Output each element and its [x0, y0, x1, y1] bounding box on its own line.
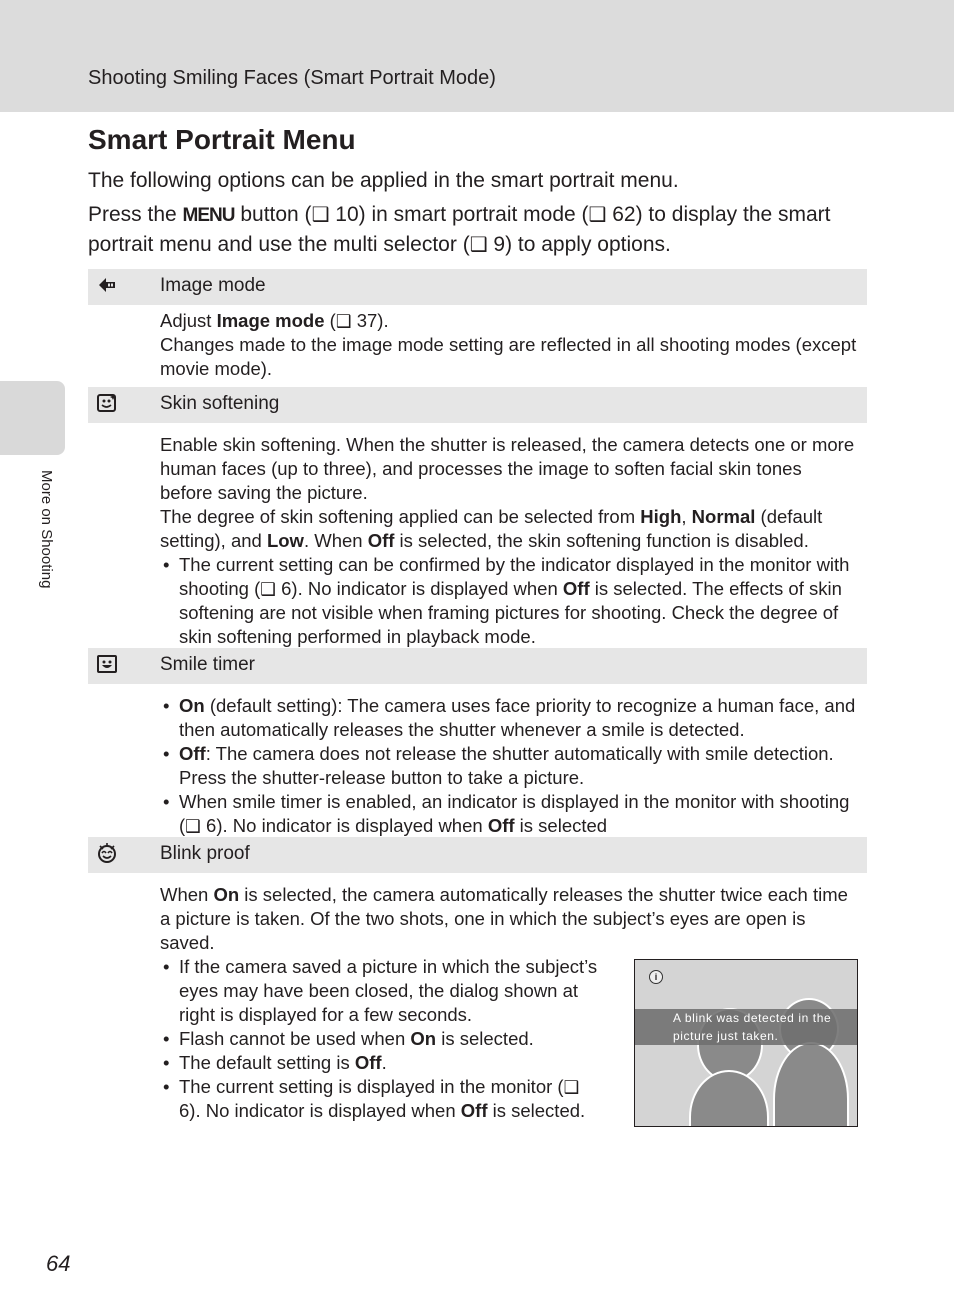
warning-icon: i — [649, 970, 663, 984]
book-icon: ❑ — [588, 204, 607, 226]
intro — [88, 166, 878, 265]
list-item: • The current setting is displayed in the monitor (❑ 6). No indicator is displayed when Off is selected. — [160, 1075, 600, 1123]
section-body — [88, 305, 867, 381]
section-header — [88, 837, 867, 873]
book-icon: ❑ — [335, 311, 352, 331]
intro-line-2: Press the MENU button (❑ 10) in smart portrait mode (❑ 62) to display the smart portrait menu and use the multi selector (❑ 9) to apply options. — [88, 200, 878, 260]
list-item: • When smile timer is enabled, an indicator is displayed in the monitor with shooting (❑ 6). No indicator is displayed when Off is selected — [160, 790, 857, 838]
blink-message: A blink was detected in the picture just taken. — [635, 1009, 857, 1045]
blink-proof-icon — [94, 842, 120, 871]
person-body-left — [689, 1070, 769, 1127]
bullet-list — [160, 694, 857, 838]
section-smile-timer — [88, 648, 867, 838]
book-icon: ❑ — [185, 816, 201, 836]
list-item: • Off: The camera does not release the shutter automatically with smile detection. Press the shutter-release button to take a picture. — [160, 742, 857, 790]
section-label: Blink proof — [160, 843, 250, 864]
section-header — [88, 269, 867, 305]
bullet-list — [160, 553, 857, 649]
blink-warning-illustration — [634, 959, 858, 1127]
running-header: Shooting Smiling Faces (Smart Portrait Mode) — [88, 67, 496, 89]
skin-softening-p1: Enable skin softening. When the shutter is released, the camera detects one or more human faces (up to three), and processes the image to soften facial skin tones before saving the picture. — [160, 434, 855, 503]
blink-proof-p: When On is selected, the camera automatically releases the shutter twice each time a picture is taken. Of the two shots, one in which the subject’s eyes are open is saved. — [160, 884, 848, 953]
image-mode-adjust: Adjust Image mode (❑ 37). — [160, 310, 389, 331]
list-item: • If the camera saved a picture in which the subject’s eyes may have been closed, the dialog shown at right is displayed for a few seconds. — [160, 955, 600, 1027]
book-icon: ❑ — [563, 1077, 580, 1097]
list-item: • On (default setting): The camera uses face priority to recognize a human face, and then automatically releases the shutter whenever a smile is detected. — [160, 694, 857, 742]
book-icon: ❑ — [260, 579, 276, 599]
section-skin-softening — [88, 387, 867, 649]
section-header — [88, 648, 867, 684]
section-image-mode — [88, 269, 867, 381]
section-body — [88, 423, 867, 649]
section-body — [88, 684, 867, 838]
section-label: Smile timer — [160, 654, 256, 675]
section-header — [88, 387, 867, 423]
image-mode-icon — [94, 274, 120, 303]
list-item: • The current setting can be confirmed by the indicator displayed in the monitor with shooting (❑ 6). No indicator is displayed when Off is selected. The effects of skin softening are not visible when framing pictures for shooting. Check the degree of skin softening performed in playback mode. — [160, 553, 857, 649]
book-icon: ❑ — [311, 204, 330, 226]
book-icon: ❑ — [469, 234, 488, 256]
person-body-right — [773, 1042, 849, 1127]
side-tab — [0, 381, 65, 455]
list-item: • Flash cannot be used when On is selected. — [160, 1027, 600, 1051]
section-label: Image mode — [160, 275, 266, 296]
page-number: 64 — [46, 1251, 71, 1276]
smile-timer-icon — [94, 653, 120, 682]
section-label: Skin softening — [160, 393, 280, 414]
side-tab-label: More on Shooting — [38, 470, 55, 589]
intro-line-1: The following options can be applied in the smart portrait menu. — [88, 169, 679, 192]
list-item: • The default setting is Off. — [160, 1051, 600, 1075]
header-band — [0, 0, 954, 112]
bullet-list — [160, 955, 600, 1123]
image-mode-desc: Changes made to the image mode setting are reflected in all shooting modes (except movie mode). — [160, 334, 857, 379]
page-title: Smart Portrait Menu — [88, 124, 356, 155]
skin-softening-p2: The degree of skin softening applied can be selected from High, Normal (default setting), and Low. When Off is selected, the skin softening function is disabled. — [160, 506, 823, 551]
menu-button-glyph: MENU — [182, 205, 235, 226]
skin-softening-icon — [94, 392, 120, 421]
